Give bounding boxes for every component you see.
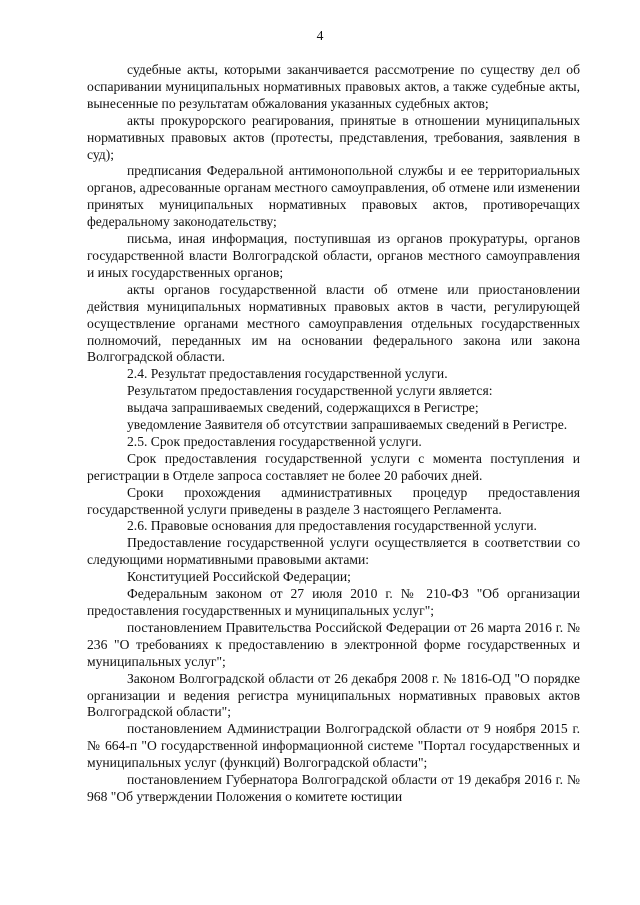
paragraph-result-notification: уведомление Заявителя об отсутствии запрашиваемых сведений в Регистре. bbox=[127, 417, 568, 433]
paragraph-letters-info: письма, иная информация, поступившая из органов прокуратуры, органов государственной власти Волгоградской области, органов местного самоуправления и иных государственных органов; bbox=[87, 231, 580, 280]
paragraph-government-resolution-236: постановлением Правительства Российской Федерации от 26 марта 2016 г. № 236 "О требованиях к предоставлению в электронной форме государственных и муниципальных услуг"; bbox=[87, 619, 580, 669]
paragraph-state-authority-acts: акты органов государственной власти об отмене или приостановлении действия муниципальных нормативных правовых актов в части, регулирующей осуществление органами местного самоуправления отдельных государственных полномочий, переданных им на основании федерального закона или закона Волгоградской области. bbox=[87, 281, 580, 365]
paragraph-legal-basis: Предоставление государственной услуги осуществляется в соответствии со следующими нормативными правовыми актами: bbox=[87, 535, 580, 568]
section-heading-2-6: 2.6. Правовые основания для предоставления государственной услуги. bbox=[127, 518, 537, 534]
paragraph-court-acts: судебные акты, которыми заканчивается рассмотрение по существу дел об оспаривании муниципальных нормативных правовых актов, а также судебные акты, вынесенные по результатам обжалования указанных судебных актов; bbox=[87, 62, 580, 111]
document-body bbox=[87, 62, 580, 806]
paragraph-result-issuance: выдача запрашиваемых сведений, содержащихся в Регистре; bbox=[127, 400, 479, 416]
section-heading-2-5: 2.5. Срок предоставления государственной услуги. bbox=[127, 433, 422, 449]
page-number: 4 bbox=[316, 28, 324, 43]
paragraph-federal-law-210: Федеральным законом от 27 июля 2010 г. № 210-ФЗ "Об организации предоставления государственных и муниципальных услуг"; bbox=[87, 586, 580, 618]
paragraph-procedure-terms: Сроки прохождения административных процедур предоставления государственной услуги приведены в разделе 3 настоящего Регламента. bbox=[87, 484, 580, 517]
paragraph-service-result: Результатом предоставления государственной услуги является: bbox=[127, 383, 493, 399]
paragraph-administration-resolution-664: постановлением Администрации Волгоградской области от 9 ноября 2015 г. № 664-п "О государственной информационной системе "Портал государственных и муниципальных услуг (функций) Волгоградской области"; bbox=[87, 721, 580, 771]
paragraph-prosecutor-acts: акты прокурорского реагирования, принятые в отношении муниципальных нормативных правовых актов (протесты, представления, требования, заявления в суд); bbox=[87, 112, 580, 162]
section-heading-2-4: 2.4. Результат предоставления государственной услуги. bbox=[127, 366, 448, 382]
paragraph-governor-resolution-968: постановлением Губернатора Волгоградской области от 19 декабря 2016 г. № 968 "Об утверждении Положения о комитете юстиции bbox=[87, 772, 580, 804]
paragraph-antimonopoly-orders: предписания Федеральной антимонопольной службы и ее территориальных органов, адресованные органам местного самоуправления, об отмене или изменении принятых муниципальных нормативных правовых актов, противоречащих федеральному законодательству; bbox=[87, 163, 580, 230]
paragraph-constitution: Конституцией Российской Федерации; bbox=[127, 569, 351, 585]
paragraph-service-term: Срок предоставления государственной услуги с момента поступления и регистрации в Отделе запроса составляет не более 20 рабочих дней. bbox=[87, 450, 580, 483]
paragraph-regional-law-1816: Законом Волгоградской области от 26 декабря 2008 г. № 1816-ОД "О порядке организации и ведения регистра муниципальных нормативных правовых актов Волгоградской области"; bbox=[87, 670, 580, 720]
